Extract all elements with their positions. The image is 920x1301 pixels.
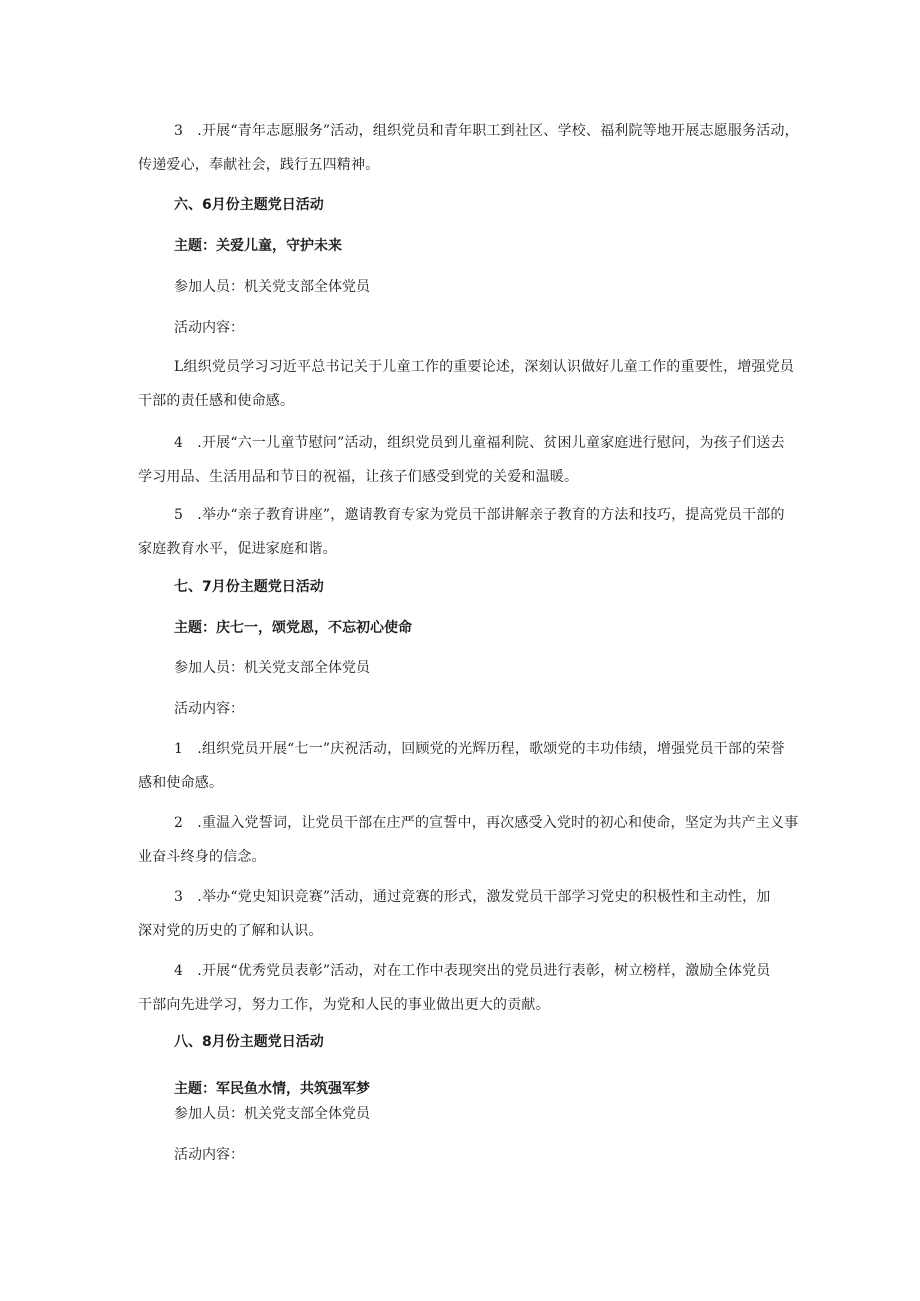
june-section-heading: 六、6月份主题党日活动 bbox=[174, 197, 324, 213]
june-item-1 bbox=[138, 350, 795, 418]
paragraph-line: 3 .举办“党史知识竞赛”活动，通过竞赛的形式，激发党员干部学习党史的积极性和主动性，加 bbox=[174, 889, 771, 905]
june-participants: 参加人员：机关党支部全体党员 bbox=[174, 279, 370, 295]
paragraph-line: 感和使命感。 bbox=[138, 775, 224, 791]
paragraph-line: 家庭教育水平，促进家庭和谐。 bbox=[138, 541, 337, 557]
paragraph-line: 深对党的历史的了解和认识。 bbox=[138, 923, 323, 939]
august-content-label: 活动内容： bbox=[174, 1147, 244, 1163]
paragraph-line: 1 .组织党员开展“七一”庆祝活动，回顾党的光辉历程，歌颂党的丰功伟绩，增强党员干部的荣誉 bbox=[174, 741, 785, 757]
paragraph-may-item-3 bbox=[138, 114, 799, 182]
paragraph-line: 传递爱心，奉献社会，践行五四精神。 bbox=[138, 157, 380, 173]
june-item-5 bbox=[138, 498, 788, 566]
july-participants: 参加人员：机关党支部全体党员 bbox=[174, 660, 370, 676]
paragraph-line: 2 .重温入党誓词，让党员干部在庄严的宣誓中，再次感受入党时的初心和使命，坚定为共产主义事 bbox=[174, 815, 799, 831]
july-theme: 主题：庆七一，颂党恩，不忘初心使命 bbox=[174, 620, 412, 636]
july-content-label: 活动内容： bbox=[174, 701, 244, 717]
paragraph-line: 5 .举办“亲子教育讲座”，邀请教育专家为党员干部讲解亲子教育的方法和技巧，提高党员干部的 bbox=[174, 507, 785, 523]
paragraph-line: 干部向先进学习，努力工作，为党和人民的事业做出更大的贡献。 bbox=[138, 997, 550, 1013]
july-section-heading: 七、7月份主题党日活动 bbox=[174, 579, 324, 595]
july-item-2 bbox=[138, 806, 799, 874]
paragraph-line: 业奋斗终身的信念。 bbox=[138, 849, 266, 865]
june-content-label: 活动内容： bbox=[174, 320, 244, 336]
paragraph-line: 4 .开展“优秀党员表彰”活动，对在工作中表现突出的党员进行表彰，树立榜样，激励全体党员 bbox=[174, 963, 771, 979]
paragraph-line: 学习用品、生活用品和节日的祝福，让孩子们感受到党的关爱和温暖。 bbox=[138, 469, 579, 485]
june-theme: 主题：关爱儿童，守护未来 bbox=[174, 238, 342, 254]
july-item-3 bbox=[138, 880, 788, 948]
paragraph-line: 干部的责任感和使命感。 bbox=[138, 393, 295, 409]
june-item-4 bbox=[138, 426, 788, 494]
august-section-heading: 八、8月份主题党日活动 bbox=[174, 1034, 324, 1050]
paragraph-line: L组织党员学习习近平总书记关于儿童工作的重要论述，深刻认识做好儿童工作的重要性，增强党员 bbox=[174, 359, 795, 375]
paragraph-line: 4 .开展“六一儿童节慰问”活动，组织党员到儿童福利院、贫困儿童家庭进行慰问，为孩子们送去 bbox=[174, 435, 785, 451]
august-theme: 主题：军民鱼水情，共筑强军梦 bbox=[174, 1081, 370, 1097]
july-item-1 bbox=[138, 732, 788, 800]
paragraph-line: 3 .开展“青年志愿服务”活动，组织党员和青年职工到社区、学校、福利院等地开展志愿服务活动， bbox=[174, 123, 799, 139]
august-participants: 参加人员：机关党支部全体党员 bbox=[174, 1106, 370, 1122]
july-item-4 bbox=[138, 954, 788, 1022]
